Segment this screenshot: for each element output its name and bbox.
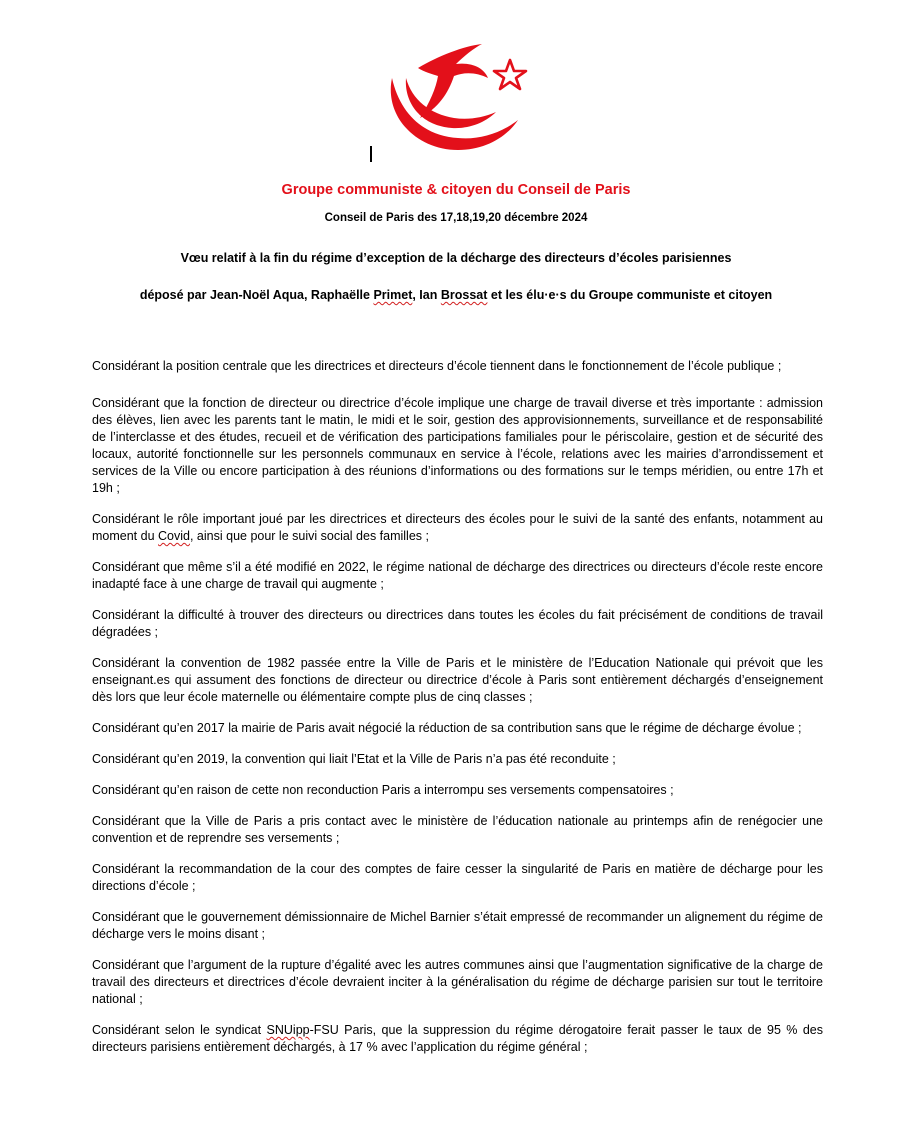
paragraph-6: Considérant la convention de 1982 passée entre la Ville de Paris et le ministère de l’Education Nationale qui prévoit que les enseignant.es qui assument des fonctions de directeur ou directrice d’école à Paris sont entièrement déchargés d’enseignement dès lors que leur école maternelle ou élémentaire compte plus de cinq classes ; bbox=[92, 656, 823, 704]
spellcheck-word-snuipp: SNUipp bbox=[266, 1023, 310, 1037]
paragraph-14-before: Considérant selon le syndicat bbox=[92, 1023, 267, 1037]
paragraph-3 bbox=[92, 511, 823, 545]
voeu-title: Vœu relatif à la fin du régime d’exception de la décharge des directeurs d’écoles parisiennes bbox=[180, 251, 732, 265]
paragraph-3-after: , ainsi que pour le suivi social des familles ; bbox=[189, 529, 429, 543]
spellcheck-word-covid: Covid bbox=[158, 529, 190, 543]
spellcheck-word-brossat: Brossat bbox=[440, 288, 488, 302]
paragraph-3-before: Considérant le rôle important joué par les directrices et directeurs des écoles pour le suivi de la santé des enfants, notamment au moment du bbox=[92, 512, 823, 543]
party-logo-dove-star-icon bbox=[380, 38, 530, 156]
paragraph-13: Considérant que l’argument de la rupture d’égalité avec les autres communes ainsi que l’augmentation significative de la charge de travail des directeurs et directrices d’école devraient inciter à la généralisation du régime de décharge parisien sur tout le territoire national ; bbox=[92, 958, 823, 1006]
paragraph-7: Considérant qu’en 2017 la mairie de Paris avait négocié la réduction de sa contribution sans que le régime de décharge évolue ; bbox=[92, 721, 802, 735]
paragraph-4: Considérant que même s’il a été modifié en 2022, le régime national de décharge des directrices ou directeurs d’école reste encore inadapté face à une charge de travail qui augmente ; bbox=[92, 560, 823, 591]
session-dates: Conseil de Paris des 17,18,19,20 décembre 2024 bbox=[324, 212, 588, 224]
paragraph-10: Considérant que la Ville de Paris a pris contact avec le ministère de l’éducation nationale au printemps afin de renégocier une convention et de reprendre ses versements ; bbox=[92, 814, 823, 845]
paragraph-5: Considérant la difficulté à trouver des directeurs ou directrices dans toutes les écoles du fait précisément de conditions de travail dégradées ; bbox=[92, 608, 823, 639]
text-cursor bbox=[370, 146, 372, 162]
paragraph-14 bbox=[92, 1022, 823, 1056]
paragraph-9: Considérant qu’en raison de cette non reconduction Paris a interrompu ses versements compensatoires ; bbox=[92, 783, 674, 797]
authors-line bbox=[0, 288, 912, 302]
group-title: Groupe communiste & citoyen du Conseil de Paris bbox=[281, 182, 631, 198]
paragraph-1: Considérant la position centrale que les directrices et directeurs d’école tiennent dans le fonctionnement de l’école publique ; bbox=[92, 359, 782, 373]
document-body bbox=[92, 358, 823, 1070]
paragraph-12: Considérant que le gouvernement démissionnaire de Michel Barnier s’était empressé de recommander un alignement du régime de décharge vers le moins disant ; bbox=[92, 910, 823, 941]
authors-prefix: déposé par Jean-Noël Aqua, Raphaëlle bbox=[139, 288, 374, 302]
authors-suffix: et les élu·e·s du Groupe communiste et citoyen bbox=[487, 288, 773, 302]
spellcheck-word-primet: Primet bbox=[373, 288, 413, 302]
authors-mid: , Ian bbox=[412, 288, 441, 302]
paragraph-8: Considérant qu’en 2019, la convention qui liait l’Etat et la Ville de Paris n’a pas été reconduite ; bbox=[92, 752, 616, 766]
paragraph-11: Considérant la recommandation de la cour des comptes de faire cesser la singularité de Paris en matière de décharge pour les directions d’école ; bbox=[92, 862, 823, 893]
paragraph-14-after: -FSU Paris, que la suppression du régime dérogatoire ferait passer le taux de 95 % des directeurs parisiens entièrement déchargés, à 17 % avec l’application du régime général ; bbox=[92, 1023, 823, 1054]
paragraph-2: Considérant que la fonction de directeur ou directrice d’école implique une charge de travail diverse et très importante : admission des élèves, lien avec les parents tant le matin, le midi et le soir, gestion des approvisionnements, surveillance et de responsabilité de l’interclasse et des études, recueil et de vérification des participations familiales pour le périscolaire, gestion et de sécurité des locaux, autorité fonctionnelle sur les personnels communaux en service à l’école, relations avec les mairies d’arrondissement et services de la Ville ou encore participation à des réunions d’informations ou des formations sur le temps méridien, ou entre 17h et 19h ; bbox=[92, 396, 823, 495]
